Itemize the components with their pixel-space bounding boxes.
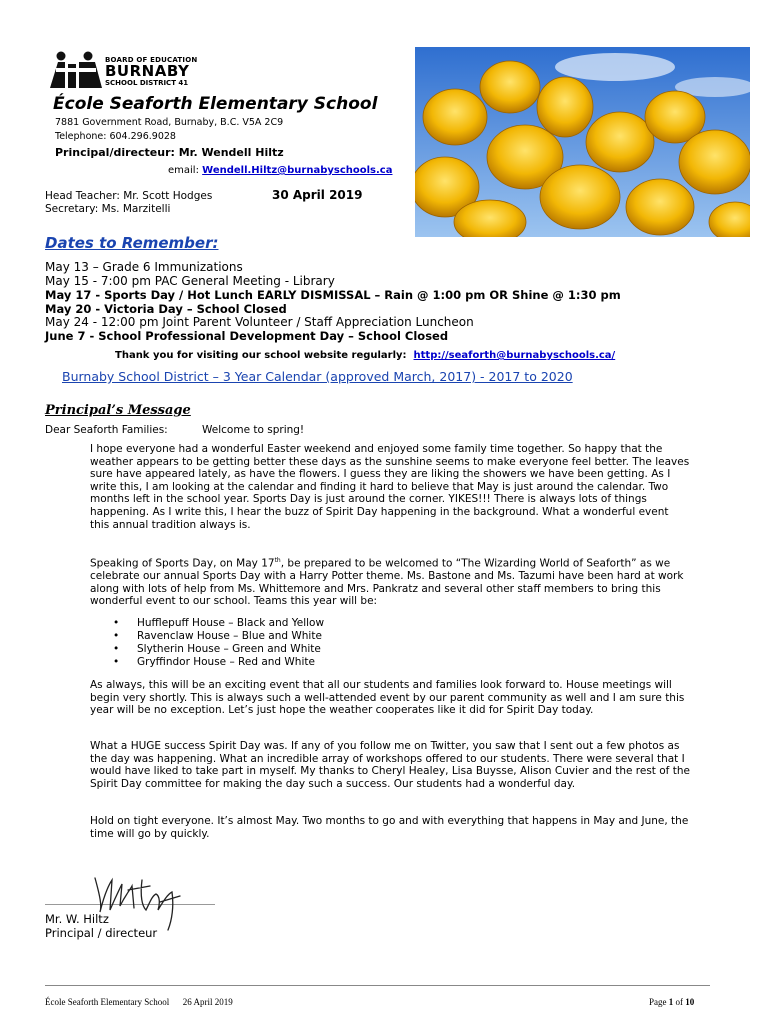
head-teacher: Head Teacher: Mr. Scott Hodges	[45, 190, 213, 202]
page-prefix: Page	[649, 997, 667, 1007]
school-address: 7881 Government Road, Burnaby, B.C. V5A 2C9	[55, 117, 284, 128]
principal-line: Principal/directeur: Mr. Wendell Hiltz	[55, 146, 284, 159]
message-paragraph	[90, 443, 690, 531]
message-paragraph	[90, 740, 690, 790]
website-note-text: Thank you for visiting our school website regularly:	[115, 350, 407, 361]
paragraph-2-start: Speaking of Sports Day, on May 17	[90, 557, 275, 570]
logo-line-2: BURNABY	[105, 62, 190, 80]
bullet-icon: •	[113, 643, 120, 655]
message-paragraph	[90, 555, 690, 608]
paragraph-3: As always, this will be an exciting event that all our students and families look forward to. House meetings will begin very shortly. This is always such a well-attended event by our parent community as well and I am sure this year will be no exception. Let’s just hope the weather cooperates like it did for Spirit Day today.	[90, 679, 685, 717]
dates-heading: Dates to Remember:	[45, 234, 219, 252]
event-item: May 20 - Victoria Day – School Closed	[45, 302, 287, 316]
paragraph-2-end: , be prepared to be welcomed to “The Wizarding World of Seaforth” as we celebrate our annual Sports Day with a Harry Potter theme. Ms. Bastone and Ms. Tazumi have been hard at work along with lots of help from Ms. Whittemore and Mrs. Pankratz and several other staff members to bring this wonderful event to our school. Teams this year will be:	[90, 557, 684, 608]
event-item: May 17 - Sports Day / Hot Lunch EARLY DISMISSAL – Rain @ 1:00 pm OR Shine @ 1:30 pm	[45, 288, 621, 302]
ordinal-suffix: th	[274, 557, 281, 564]
tulips-photo	[415, 47, 750, 237]
principal-message-heading: Principal’s Message	[45, 403, 191, 418]
logo-line-1: BOARD OF EDUCATION	[105, 56, 198, 64]
paragraph-4: What a HUGE success Spirit Day was. If any of you follow me on Twitter, you saw that I sent out a few photos as the day was happening. What an incredible array of workshops offered to our students. There were several that I would have liked to take part in myself. My thanks to Cheryl Healey, Lisa Buysse, Alison Cuvier and the rest of the Spirit Day committee for making the day such a success. Our students had a wonderful day.	[90, 740, 690, 790]
district-logo	[48, 50, 223, 90]
event-item: May 24 - 12:00 pm Joint Parent Volunteer / Staff Appreciation Luncheon	[45, 315, 474, 329]
email-label: email:	[168, 165, 199, 176]
school-website-link[interactable]: http://seaforth@burnabyschools.ca/	[413, 350, 616, 361]
greeting: Dear Seaforth Families:	[45, 424, 168, 436]
school-telephone: Telephone: 604.296.9028	[55, 131, 176, 142]
bullet-icon: •	[113, 656, 120, 668]
school-name: École Seaforth Elementary School	[53, 94, 378, 114]
website-note	[115, 350, 615, 361]
footer-divider	[45, 985, 710, 986]
newsletter-date: 30 April 2019	[272, 188, 363, 202]
signatory-name: Mr. W. Hiltz	[45, 912, 109, 926]
event-item: May 15 - 7:00 pm PAC General Meeting - Library	[45, 274, 335, 288]
paragraph-1: I hope everyone had a wonderful Easter weekend and enjoyed some family time together. So happy that the weather appears to be getting better these days as the sunshine seems to make everyone feel better. The leaves sure have appeared lately, as have the flowers. I guess they are liking the showers we have been getting. As I write this, I am looking at the calendar and finding it hard to believe that May is just around the calendar. Two months left in the school year. Sports Day is just around the corner. YIKES!!! There is always lots of things happening. As I write this, I hear the buzz of Spirit Day happening in the background. What a wonderful event this annual tradition always is.	[90, 443, 690, 531]
principal-email-link[interactable]: Wendell.Hiltz@burnabyschools.ca	[202, 165, 393, 176]
district-logo-icon	[48, 50, 104, 90]
signatory-title: Principal / directeur	[45, 926, 158, 940]
bullet-icon: •	[113, 617, 120, 629]
message-paragraph	[90, 679, 690, 717]
bullet-icon: •	[113, 630, 120, 642]
total-pages: 10	[685, 997, 695, 1007]
event-item: May 13 – Grade 6 Immunizations	[45, 260, 243, 274]
paragraph-5: Hold on tight everyone. It’s almost May. Two months to go and with everything that happens in May and June, the time will go by quickly.	[90, 815, 689, 840]
message-paragraph	[90, 815, 690, 840]
house-label: Gryffindor House – Red and White	[137, 656, 315, 668]
district-calendar-link[interactable]: Burnaby School District – 3 Year Calendar (approved March, 2017) - 2017 to 2020	[62, 369, 573, 384]
current-page: 1	[668, 997, 674, 1007]
footer-school-date: École Seaforth Elementary School 26 April 2019	[45, 997, 233, 1007]
paragraph-2	[90, 555, 690, 608]
event-item: June 7 - School Professional Development Day – School Closed	[45, 329, 449, 343]
house-label: Slytherin House – Green and White	[137, 643, 321, 655]
house-label: Hufflepuff House – Black and Yellow	[137, 617, 325, 629]
page-of: of	[675, 997, 683, 1007]
page-number	[649, 997, 694, 1007]
email-row	[168, 165, 392, 176]
logo-line-3: SCHOOL DISTRICT 41	[105, 79, 189, 87]
secretary: Secretary: Ms. Marzitelli	[45, 203, 171, 215]
greeting-welcome: Welcome to spring!	[202, 424, 305, 436]
house-label: Ravenclaw House – Blue and White	[137, 630, 322, 642]
